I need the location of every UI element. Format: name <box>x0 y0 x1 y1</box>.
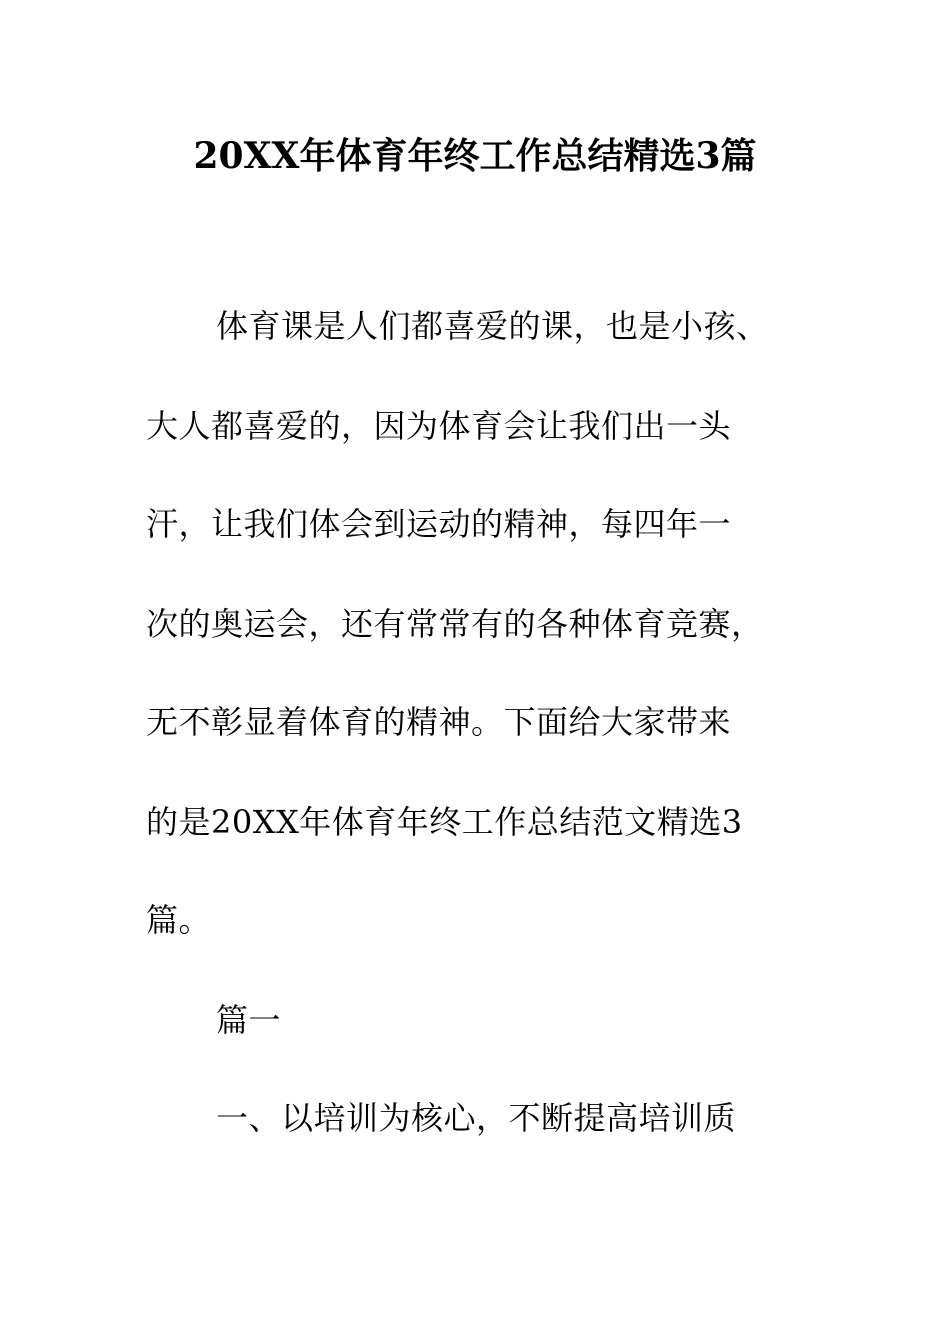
intro-line-7: 篇。 <box>146 901 212 939</box>
intro-line-3: 汗，让我们体会到运动的精神，每四年一 <box>146 505 732 543</box>
document-title: 20XX年体育年终工作总结精选3篇 <box>193 135 757 177</box>
intro-line-6: 的是20XX年体育年终工作总结范文精选3 <box>146 803 743 841</box>
intro-line-1: 体育课是人们都喜爱的课，也是小孩、 <box>216 307 769 345</box>
intro-line-5: 无不彰显着体育的精神。下面给大家带来 <box>146 703 732 741</box>
intro-line-4: 次的奥运会，还有常常有的各种体育竞赛， <box>146 605 764 643</box>
intro-line-2: 大人都喜爱的，因为体育会让我们出一头 <box>146 407 732 445</box>
section-heading: 篇一 <box>216 1001 282 1039</box>
section-first-line: 一、以培训为核心，不断提高培训质 <box>216 1099 737 1137</box>
